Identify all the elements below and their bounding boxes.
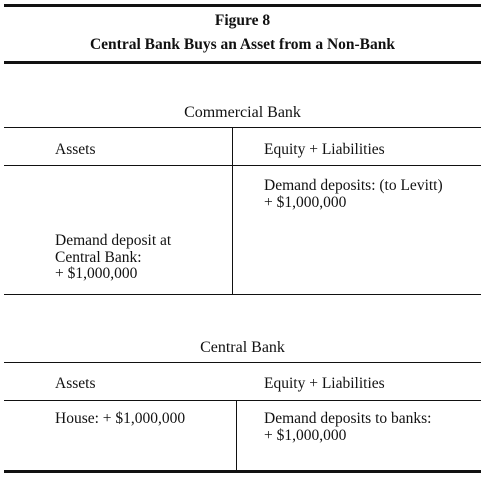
central-bank-equity-header: Equity + Liabilities [264,375,385,392]
commercial-bank-equity-header: Equity + Liabilities [264,141,385,158]
central-bank-header-rule [4,400,481,401]
commercial-bank-asset-line3: + $1,000,000 [55,265,138,282]
commercial-bank-header-rule [4,165,481,166]
caption-rule [4,61,481,64]
commercial-bank-liability-line2: + $1,000,000 [264,194,347,211]
commercial-bank-asset-line1: Demand deposit at [55,232,172,249]
commercial-bank-asset-line2: Central Bank: [55,249,142,266]
commercial-bank-divider [232,128,233,294]
central-bank-divider [236,401,237,470]
bottom-rule [4,470,481,473]
central-bank-liability-line1: Demand deposits to banks: [264,410,432,427]
commercial-bank-heading: Commercial Bank [184,104,301,121]
commercial-bank-liability-line1: Demand deposits: (to Levitt) [264,177,443,194]
central-bank-heading: Central Bank [200,339,285,356]
top-rule [4,4,481,7]
commercial-bank-top-rule [4,127,481,128]
central-bank-liability-line2: + $1,000,000 [264,427,347,444]
figure-caption: Central Bank Buys an Asset from a Non-Bank [89,36,396,53]
central-bank-top-rule [4,362,481,363]
central-bank-asset-line1: House: + $1,000,000 [55,410,186,427]
figure-number: Figure 8 [214,12,271,29]
commercial-bank-assets-header: Assets [55,141,96,158]
commercial-bank-bottom-rule [4,294,481,295]
central-bank-assets-header: Assets [55,375,96,392]
